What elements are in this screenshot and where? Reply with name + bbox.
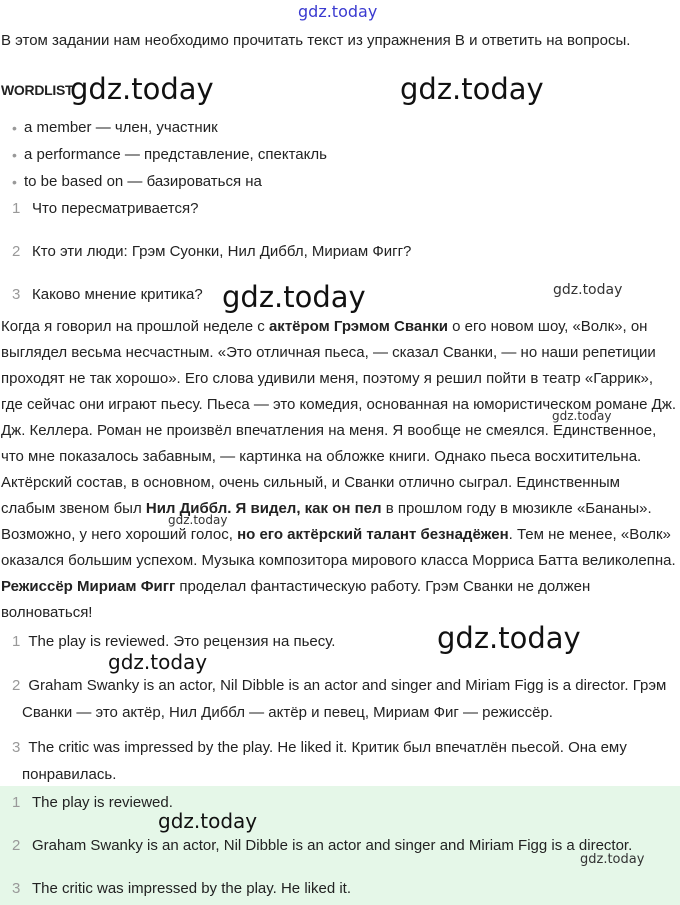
wordlist-title: WORDLIST	[1, 82, 74, 98]
wordlist-item: to be based on — базироваться на	[24, 173, 262, 190]
answer-number: 3	[12, 739, 21, 756]
watermark: gdz.today	[580, 852, 645, 867]
wordlist-item: a member — член, участник	[24, 119, 218, 136]
watermark: gdz.today	[70, 72, 214, 106]
answer-number: 3	[12, 880, 21, 897]
answer-text: The critic was impressed by the play. He liked it. Критик был впечатлён пьесой. Она ему понравилась.	[22, 739, 627, 783]
text-bold-segment: но его актёрский талант безнадёжен	[237, 526, 509, 543]
text-segment: о его новом шоу, «Волк», он выглядел весьма несчастным. «Это отличная пьеса, — сказал Сванки, — но наши репетиции проходят не так хорошо». Его слова удивили меня, поэтому я решил пойти в театр «Гаррик», где сейчас они играют пьесу. Пьеса — это комедия, основанная на юмористическом романе Дж. Дж. Келлера. Роман не произвёл впечатления на меня. Я вообще не смеялся. Единственное, что мне показалось забавным, — картинка на обложке книги. Однако пьеса восхитительна. Актёрский состав, в основном, очень сильный, и Сванки отлично сыграл. Единственным слабым звеном был	[1, 318, 677, 517]
text-bold-segment: Режиссёр Мириам Фигг	[1, 578, 176, 595]
translation-paragraph	[1, 314, 677, 626]
answer-number: 1	[12, 794, 21, 811]
question-number: 3	[12, 286, 21, 303]
text-segment: Когда я говорил на прошлой неделе с	[1, 318, 269, 335]
bullet-icon: •	[12, 174, 17, 190]
text-segment: . Тем не менее, «Волк» оказался большим успехом. Музыка композитора мирового класса Морриса Батта великолепна.	[1, 526, 676, 569]
answer-number: 1	[12, 633, 21, 650]
answer-number: 2	[12, 677, 21, 694]
answer-text: Graham Swanky is an actor, Nil Dibble is an actor and singer and Miriam Figg is a director.	[32, 837, 633, 854]
watermark: gdz.today	[108, 650, 208, 674]
answer-text: The critic was impressed by the play. He liked it.	[32, 880, 352, 897]
watermark: gdz.today	[168, 513, 228, 527]
answer-number: 2	[12, 837, 21, 854]
watermark: gdz.today	[437, 621, 581, 655]
question-number: 2	[12, 243, 21, 260]
intro-text: В этом задании нам необходимо прочитать текст из упражнения B и ответить на вопросы.	[1, 32, 631, 49]
answer-item	[12, 672, 678, 726]
question-number: 1	[12, 200, 21, 217]
question-text: Кто эти люди: Грэм Суонки, Нил Диббл, Мириам Фигг?	[32, 243, 412, 260]
answer-item	[12, 628, 678, 655]
wordlist-item: a performance — представление, спектакль	[24, 146, 327, 163]
question-text: Каково мнение критика?	[32, 286, 203, 303]
answer-text: The play is reviewed. Это рецензия на пьесу.	[28, 633, 336, 650]
text-bold-segment: Нил Диббл. Я видел, как он пел	[145, 500, 382, 517]
text-bold-segment: актёром Грэмом Сванки	[268, 318, 448, 335]
watermark: gdz.today	[552, 409, 612, 423]
text-segment: в прошлом году в мюзикле «Бананы». Возможно, у него хороший голос,	[1, 500, 652, 543]
answer-item	[12, 734, 678, 788]
bullet-icon: •	[12, 147, 17, 163]
watermark: gdz.today	[553, 282, 623, 298]
watermark: gdz.today	[158, 809, 258, 833]
bullet-icon: •	[12, 120, 17, 136]
question-text: Что пересматривается?	[32, 200, 199, 217]
answer-text: The play is reviewed.	[32, 794, 173, 811]
text-segment: проделал фантастическую работу. Грэм Сванки не должен волноваться!	[1, 578, 591, 621]
watermark: gdz.today	[222, 280, 366, 314]
watermark: gdz.today	[400, 72, 544, 106]
watermark: gdz.today	[298, 2, 378, 21]
answer-text: Graham Swanky is an actor, Nil Dibble is an actor and singer and Miriam Figg is a director. Грэм Сванки — это актёр, Нил Диббл — актёр и певец, Мириам Фиг — режиссёр.	[22, 677, 667, 721]
